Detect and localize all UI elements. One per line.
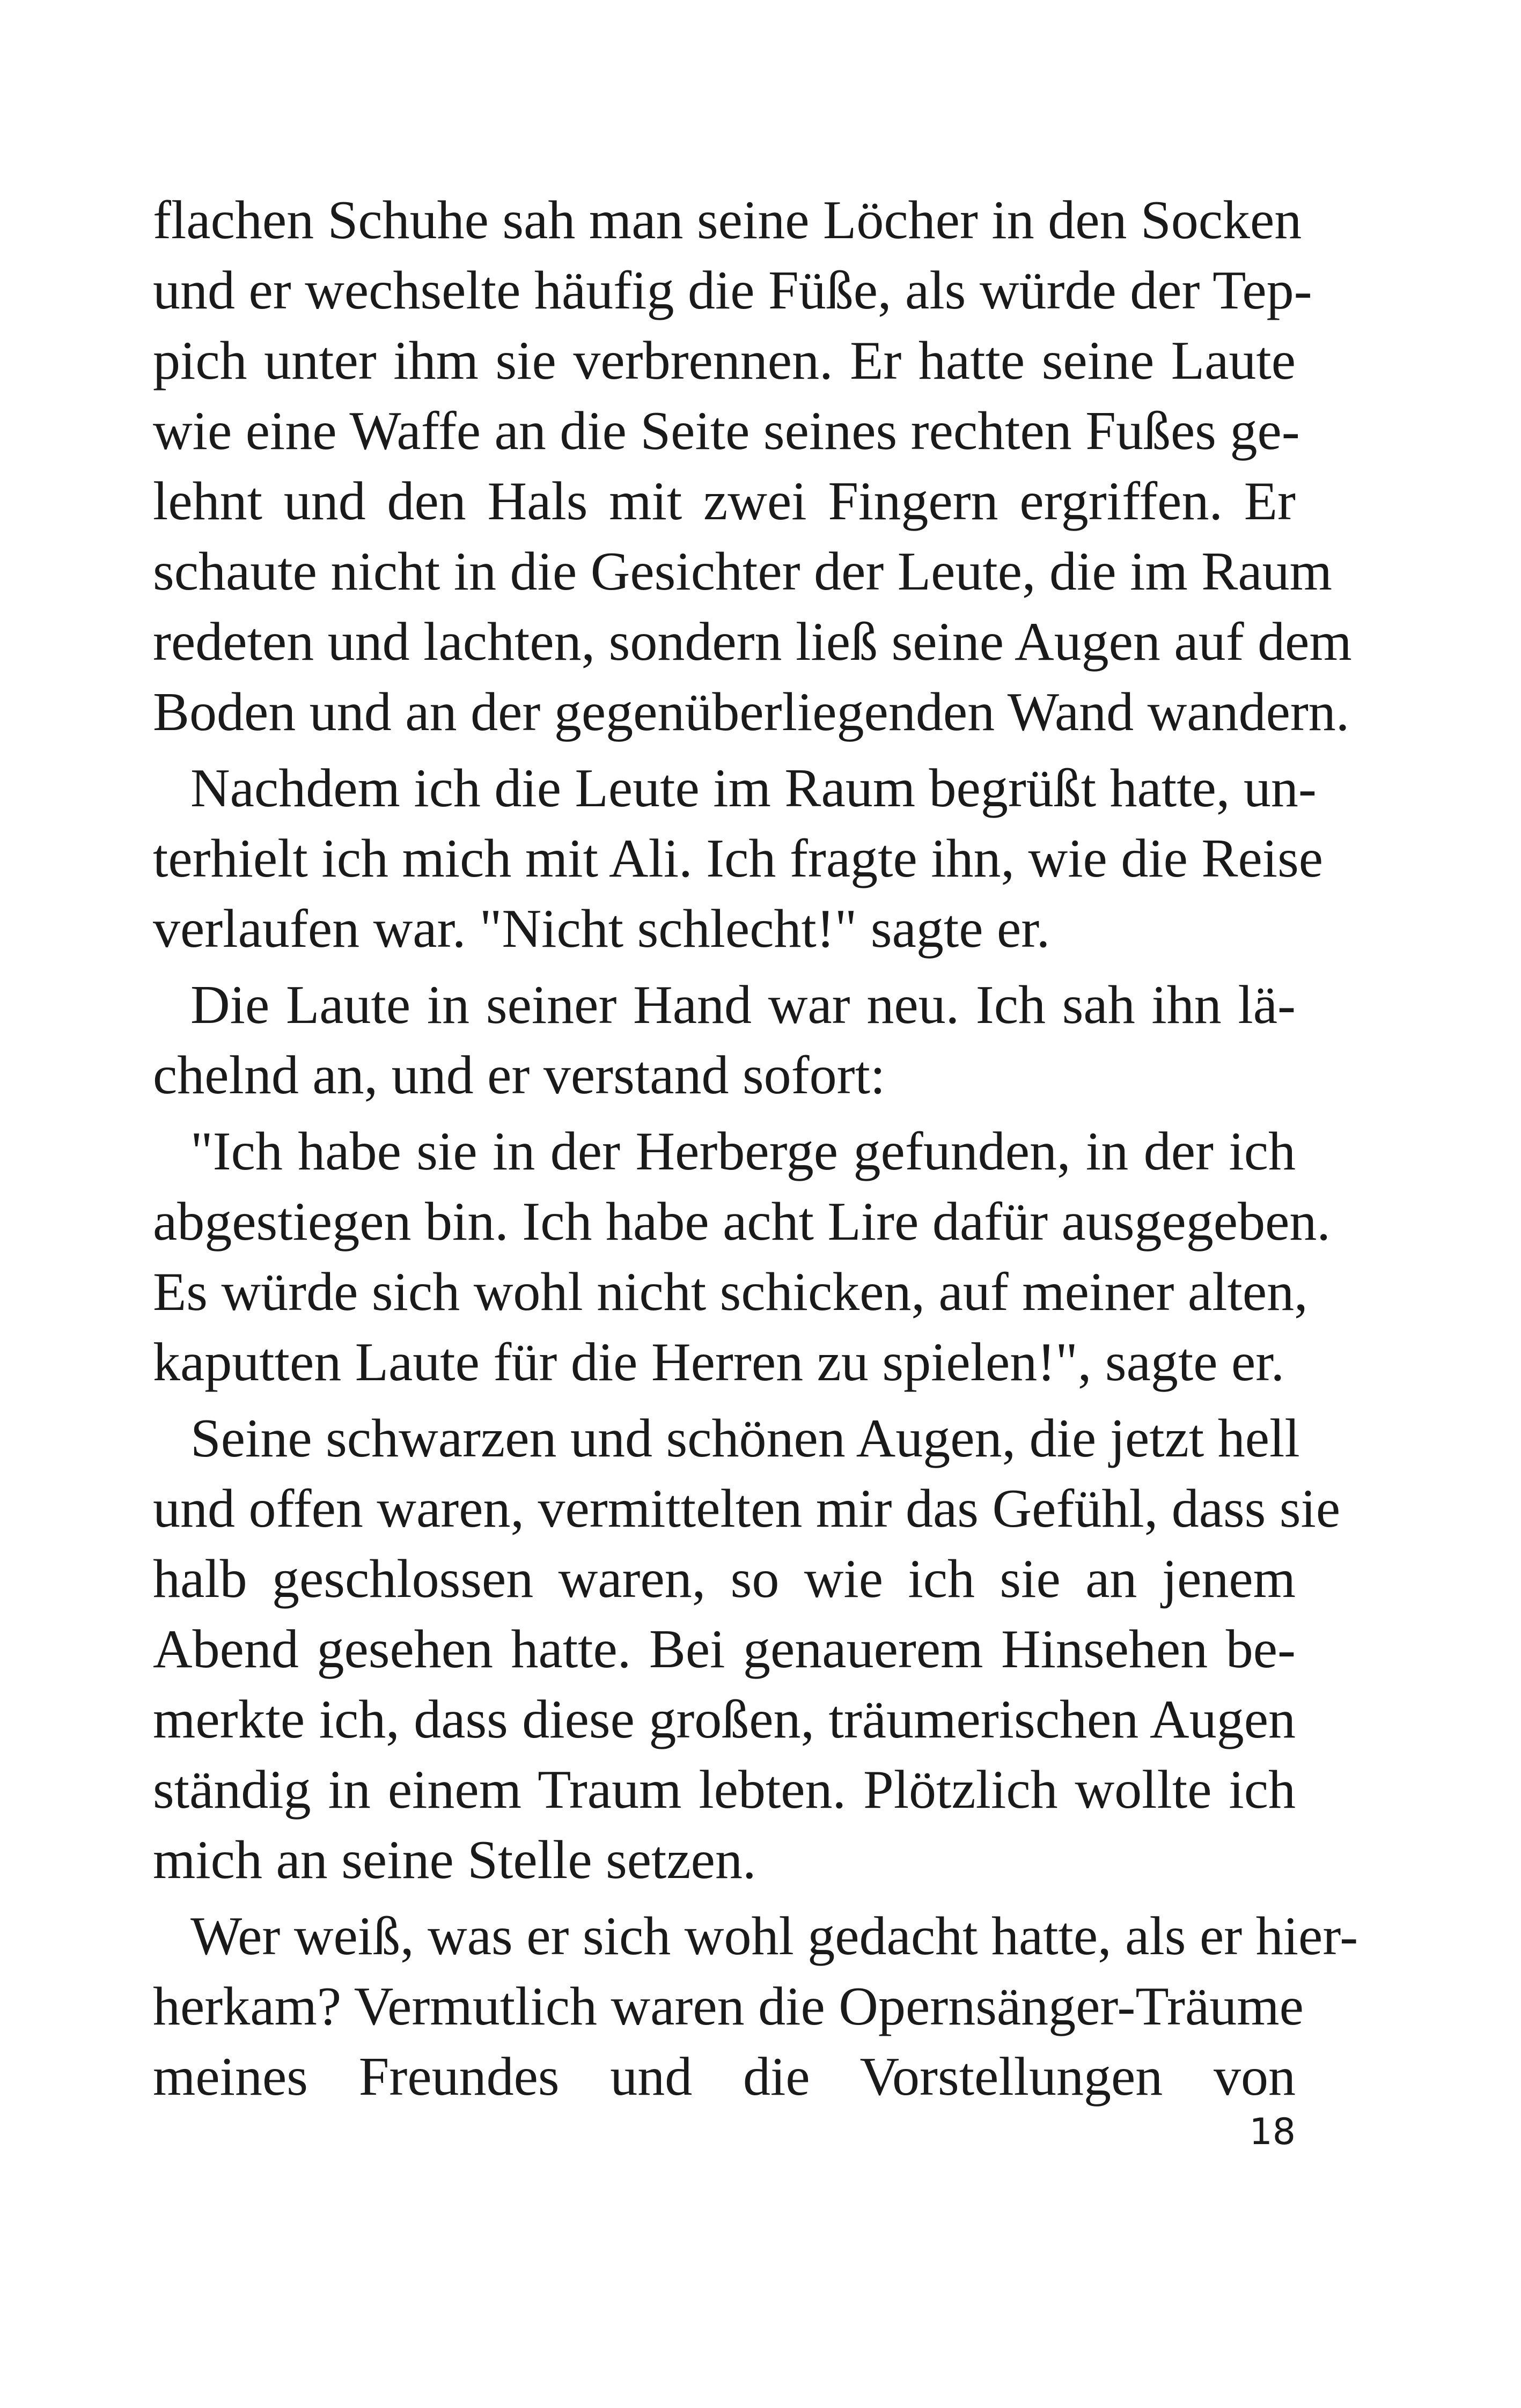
text-line: Seine schwarzen und schönen Augen, die jetzt hell (190, 1408, 1300, 1469)
paragraph (153, 1901, 1358, 2112)
text-line: Wer weiß, was er sich wohl gedacht hatte, als er hier- (190, 1906, 1358, 1967)
paragraph-gap (153, 964, 1296, 970)
page-number: 18 (1249, 2111, 1296, 2153)
text-line: Abend gesehen hatte. Bei genauerem Hinsehen be- (153, 1619, 1296, 1680)
paragraph (153, 1116, 1331, 1397)
text-line: schaute nicht in die Gesichter der Leute, die im Raum (153, 541, 1332, 602)
text-line: Es würde sich wohl nicht schicken, auf meiner alten, (153, 1262, 1308, 1322)
paragraph (153, 185, 1352, 747)
text-line: pich unter ihm sie verbrennen. Er hatte seine Laute (153, 330, 1296, 391)
text-line: und er wechselte häufig die Füße, als würde der Tep- (153, 260, 1312, 321)
text-line: lehnt und den Hals mit zwei Fingern ergriffen. Er (153, 471, 1296, 532)
body-text (153, 185, 1358, 2112)
text-line: terhielt ich mich mit Ali. Ich fragte ihn, wie die Reise (153, 828, 1324, 889)
text-line: Nachdem ich die Leute im Raum begrüßt hatte, un- (190, 758, 1317, 819)
text-line: halb geschlossen waren, so wie ich sie an jenem (153, 1549, 1296, 1609)
paragraph-gap (153, 1110, 1296, 1116)
text-line: redeten und lachten, sondern ließ seine Augen auf dem (153, 612, 1352, 672)
paragraph (153, 1403, 1341, 1895)
text-line: Die Laute in seiner Hand war neu. Ich sah ihn lä- (190, 975, 1296, 1035)
text-line: ständig in einem Traum lebten. Plötzlich wollte ich (153, 1759, 1296, 1820)
text-line: meines Freundes und die Vorstellungen von (153, 2046, 1296, 2107)
paragraph (153, 753, 1324, 964)
text-line: "Ich habe sie in der Herberge gefunden, in der ich (190, 1121, 1296, 1182)
paragraph-gap (153, 1895, 1296, 1901)
text-line: merkte ich, dass diese großen, träumerischen Augen (153, 1689, 1296, 1750)
text-line: und offen waren, vermittelten mir das Gefühl, dass sie (153, 1478, 1341, 1539)
text-line: flachen Schuhe sah man seine Löcher in den Socken (153, 190, 1302, 251)
text-line: mich an seine Stelle setzen. (153, 1830, 756, 1890)
text-line: wie eine Waffe an die Seite seines rechten Fußes ge- (153, 401, 1300, 461)
text-line: verlaufen war. "Nicht schlecht!" sagte er. (153, 899, 1050, 959)
text-line: abgestiegen bin. Ich habe acht Lire dafür ausgegeben. (153, 1191, 1331, 1252)
text-line: Boden und an der gegenüberliegenden Wand wandern. (153, 682, 1350, 742)
text-line: herkam? Vermutlich waren die Opernsänger-Träume (153, 1976, 1304, 2037)
text-line: chelnd an, und er verstand sofort: (153, 1045, 886, 1106)
text-line: kaputten Laute für die Herren zu spielen!", sagte er. (153, 1332, 1285, 1393)
paragraph-gap (153, 1397, 1296, 1403)
paragraph (153, 970, 1296, 1110)
paragraph-gap (153, 747, 1296, 753)
